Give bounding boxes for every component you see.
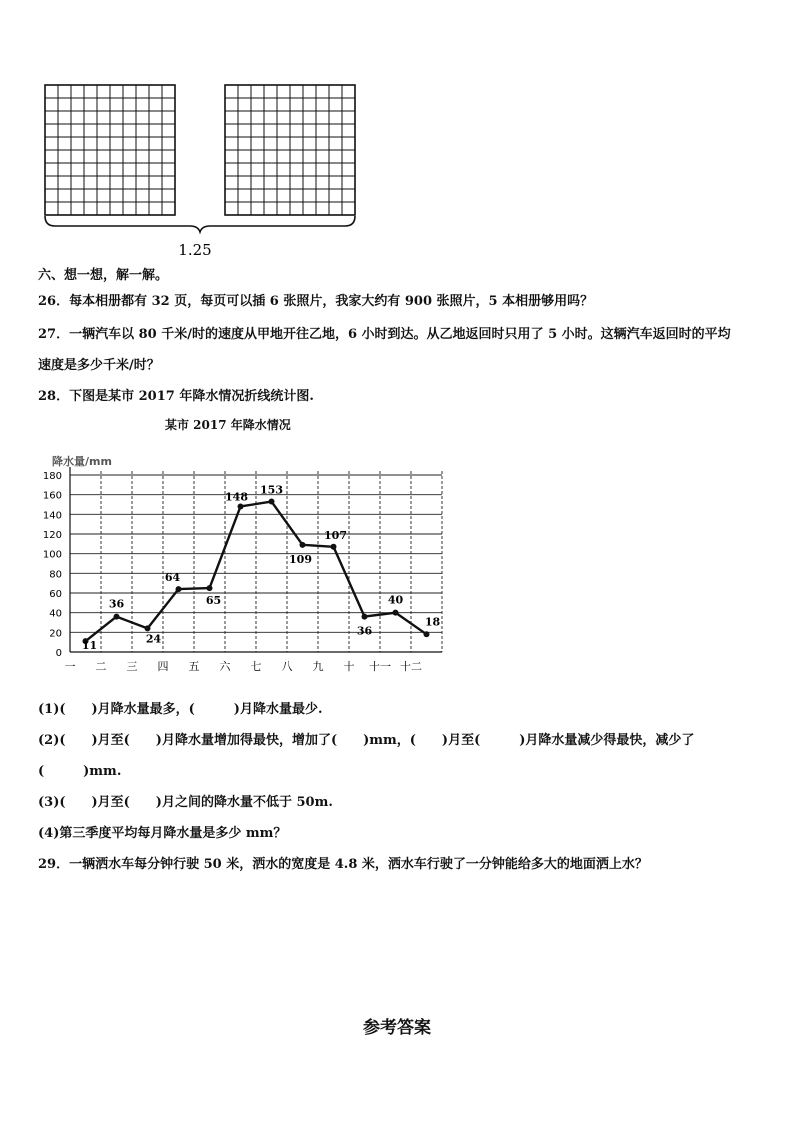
grid-cell [329,85,342,98]
grid-cell [84,150,97,163]
grid-cell [58,137,71,150]
grid-cell [277,189,290,202]
grid-cell [97,124,110,137]
grid-cell [97,137,110,150]
grid-cell [251,202,264,215]
x-tick-label: 十二 [400,660,422,673]
grid-cell [123,202,136,215]
grid-cell [149,176,162,189]
grid-cell [277,163,290,176]
grid-cell [290,85,303,98]
grid-cell [136,176,149,189]
grid-cell [149,111,162,124]
grid-cell [58,85,71,98]
grid-cell [264,150,277,163]
grid-cell [110,189,123,202]
grid-cell [162,176,175,189]
grid-cell [303,98,316,111]
x-tick-label: 二 [95,660,107,673]
grid-cell [123,150,136,163]
grid-cell [136,98,149,111]
data-point [176,586,182,592]
grid-cell [277,137,290,150]
grid-cell [225,137,238,150]
grid-cell [110,137,123,150]
hundred-grid-right [225,85,355,215]
y-tick-label: 120 [42,530,62,541]
grid-cell [316,85,329,98]
grid-cell [290,176,303,189]
grid-cell [277,150,290,163]
grid-cell [136,124,149,137]
grid-cell [123,85,136,98]
grid-cell [84,85,97,98]
grid-cell [264,124,277,137]
grid-cell [71,98,84,111]
grid-cell [238,202,251,215]
grid-cell [238,163,251,176]
grid-cell [136,85,149,98]
question-27-line2: 速度是多少千米/时？ [38,358,160,373]
grid-cell [225,163,238,176]
grid-cell [110,124,123,137]
grid-cell [149,137,162,150]
grid-cell [316,150,329,163]
grid-cell [58,124,71,137]
grid-cell [290,124,303,137]
data-point [393,610,399,616]
y-tick-label: 40 [49,608,62,620]
grid-cell [264,137,277,150]
grid-cell [290,137,303,150]
grid-cell [225,98,238,111]
grid-cell [123,189,136,202]
grid-cell [71,150,84,163]
grid-cell [225,111,238,124]
question-27-line1: 27．一辆汽车以 80 千米/时的速度从甲地开往乙地，6 小时到达。从乙地返回时只用了 5 小时。这辆汽车返回时的平均 [38,327,731,342]
y-tick-label: 160 [42,490,62,502]
question-28: 28．下图是某市 2017 年降水情况折线统计图. [38,389,314,404]
question-26: 26．每本相册都有 32 页，每页可以插 6 张照片，我家大约有 900 张照片，5 本相册够用吗？ [38,294,594,309]
grid-cell [162,137,175,150]
y-tick-label: 0 [55,648,62,659]
brace-label: 1.25 [178,241,212,259]
grid-cell [329,176,342,189]
grid-cell [329,202,342,215]
grid-cell [225,202,238,215]
grid-cell [329,137,342,150]
grid-cell [45,98,58,111]
grid-cell [149,189,162,202]
grid-cell [238,137,251,150]
grid-cell [329,124,342,137]
x-tick-label: 九 [312,660,324,673]
x-tick-label: 七 [250,660,262,673]
grid-cell [225,176,238,189]
question-28-sub2-line1: (2)( )月至( )月降水量增加得最快，增加了( )mm，( )月至( )月降水量减少得最快，减少了 [38,733,695,748]
data-point [269,499,275,505]
grid-cell [251,163,264,176]
y-tick-label: 180 [42,471,62,482]
x-tick-label: 五 [188,660,200,673]
grid-cell [71,137,84,150]
grid-cell [110,202,123,215]
grid-cell [149,124,162,137]
data-label: 40 [387,593,404,607]
grid-cell [123,176,136,189]
grid-cell [290,150,303,163]
grid-cell [342,98,355,111]
data-label: 64 [164,571,181,585]
grid-cell [45,189,58,202]
hundred-grid-left [45,85,175,215]
grid-cell [342,150,355,163]
grid-cell [290,202,303,215]
data-point [114,614,120,620]
grid-cell [238,85,251,98]
grid-cell [225,150,238,163]
grid-cell [238,150,251,163]
grid-cell [162,202,175,215]
brace [45,216,355,232]
grid-cell [110,85,123,98]
data-point [331,544,337,550]
grid-cell [303,176,316,189]
grid-cell [123,137,136,150]
grid-cell [123,98,136,111]
data-point [238,503,244,509]
grid-cell [316,98,329,111]
grid-cell [136,150,149,163]
grid-cell [58,189,71,202]
grid-cell [45,85,58,98]
grid-cell [58,98,71,111]
grid-cell [123,124,136,137]
grid-cell [303,111,316,124]
data-point [424,631,430,637]
grid-cell [149,202,162,215]
grid-cell [58,176,71,189]
x-tick-label: 十 [343,660,355,673]
grid-cell [251,150,264,163]
question-28-sub4: (4)第三季度平均每月降水量是多少 mm？ [38,826,287,841]
y-tick-label: 80 [49,569,62,581]
grid-cell [290,111,303,124]
data-label: 109 [289,552,312,566]
grid-cell [84,98,97,111]
grid-cell [329,189,342,202]
grid-cell [71,176,84,189]
grid-cell [303,124,316,137]
grid-cell [342,85,355,98]
question-28-sub2-line2: ( )mm. [38,764,122,779]
data-point [145,625,151,631]
grid-cell [149,150,162,163]
grid-cell [303,189,316,202]
grid-cell [238,124,251,137]
chart-title: 某市 2017 年降水情况 [165,418,291,432]
grid-cell [303,137,316,150]
grid-cell [329,98,342,111]
grid-cell [45,150,58,163]
decimal-grid-figure [40,80,370,265]
grid-cell [84,124,97,137]
data-label: 18 [424,615,441,629]
data-label: 36 [108,597,125,611]
x-tick-label: 三 [126,660,138,673]
x-tick-label: 八 [281,660,293,673]
grid-cell [329,111,342,124]
answer-heading: 参考答案 [363,1018,431,1038]
grid-cell [162,124,175,137]
grid-cell [238,176,251,189]
grid-cell [71,163,84,176]
grid-cell [251,137,264,150]
grid-cell [45,202,58,215]
grid-cell [316,124,329,137]
grid-cell [149,98,162,111]
grid-cell [136,137,149,150]
grid-cell [45,176,58,189]
grid-cell [136,111,149,124]
grid-cell [264,189,277,202]
grid-cell [45,163,58,176]
grid-cell [84,176,97,189]
data-label: 65 [205,594,222,608]
grid-cell [149,85,162,98]
grid-cell [329,150,342,163]
grid-cell [162,85,175,98]
grid-cell [136,189,149,202]
grid-cell [136,202,149,215]
grid-cell [342,176,355,189]
grid-cell [342,189,355,202]
grid-cell [162,111,175,124]
grid-cell [290,98,303,111]
grid-cell [316,189,329,202]
grid-cell [97,176,110,189]
grid-cell [342,111,355,124]
grid-cell [97,202,110,215]
grid-cell [342,124,355,137]
grid-cell [110,176,123,189]
x-tick-label: 六 [219,660,231,673]
grid-cell [277,98,290,111]
grid-cell [238,111,251,124]
grid-cell [277,202,290,215]
grid-cell [45,111,58,124]
grid-cell [225,85,238,98]
grid-cell [162,189,175,202]
x-tick-label: 一 [64,660,76,673]
data-point [207,585,213,591]
grid-cell [342,137,355,150]
section-heading: 六、想一想，解一解。 [38,268,169,283]
grid-cell [251,85,264,98]
grid-cell [251,176,264,189]
grid-cell [290,189,303,202]
grid-cell [84,202,97,215]
grid-cell [264,85,277,98]
x-tick-label: 十一 [369,660,391,673]
data-label: 148 [225,490,248,504]
grid-cell [316,163,329,176]
data-label: 153 [260,483,283,497]
grid-cell [316,111,329,124]
grid-cell [97,98,110,111]
grid-cell [123,111,136,124]
y-axis-label: 降水量/mm [52,455,112,468]
grid-cell [225,124,238,137]
grid-cell [110,163,123,176]
grid-cell [290,163,303,176]
grid-cell [97,189,110,202]
grid-cell [316,137,329,150]
grid-cell [316,176,329,189]
grid-cell [71,202,84,215]
grid-cell [303,163,316,176]
data-label: 107 [324,528,347,542]
grid-cell [71,189,84,202]
question-29: 29．一辆洒水车每分钟行驶 50 米，洒水的宽度是 4.8 米，洒水车行驶了一分钟能给多大的地面洒上水？ [38,857,648,872]
grid-cell [97,150,110,163]
grid-cell [342,163,355,176]
grid-cell [264,98,277,111]
grid-cell [342,202,355,215]
grid-cell [162,98,175,111]
data-point [300,542,306,548]
grid-cell [84,163,97,176]
data-label: 11 [81,639,98,653]
grid-cell [110,150,123,163]
grid-cell [162,163,175,176]
grid-cell [84,189,97,202]
grid-cell [71,85,84,98]
data-label: 24 [145,632,162,646]
grid-cell [110,111,123,124]
grid-cell [303,85,316,98]
grid-cell [97,85,110,98]
grid-cell [251,98,264,111]
grid-cell [238,189,251,202]
question-28-sub1: (1)( )月降水量最多，( )月降水量最少. [38,702,323,717]
grid-cell [84,111,97,124]
grid-cell [277,111,290,124]
grid-cell [45,137,58,150]
grid-cell [84,137,97,150]
y-tick-label: 60 [49,589,62,600]
grid-cell [251,124,264,137]
data-label: 36 [356,624,373,638]
grid-cell [251,111,264,124]
grid-cell [303,150,316,163]
grid-cell [45,124,58,137]
grid-cell [264,176,277,189]
question-28-sub3: (3)( )月至( )月之间的降水量不低于 50m. [38,795,333,810]
grid-cell [225,189,238,202]
grid-cell [303,202,316,215]
grid-cell [58,163,71,176]
grid-cell [110,98,123,111]
grid-cell [277,85,290,98]
grid-cell [58,150,71,163]
grid-cell [58,111,71,124]
grid-cell [329,163,342,176]
grid-cell [123,163,136,176]
x-tick-label: 四 [157,660,169,673]
grid-cell [71,124,84,137]
data-point [362,614,368,620]
grid-cell [277,124,290,137]
grid-cell [251,189,264,202]
grid-cell [149,163,162,176]
grid-cell [264,163,277,176]
grid-cell [264,202,277,215]
grid-cell [97,163,110,176]
rainfall-line-chart [30,450,460,680]
y-tick-label: 100 [42,549,62,561]
grid-cell [264,111,277,124]
y-tick-label: 20 [49,628,62,640]
grid-cell [136,163,149,176]
grid-cell [58,202,71,215]
grid-cell [238,98,251,111]
y-tick-label: 140 [42,510,62,522]
grid-cell [71,111,84,124]
grid-cell [316,202,329,215]
grid-cell [277,176,290,189]
grid-cell [97,111,110,124]
grid-cell [162,150,175,163]
